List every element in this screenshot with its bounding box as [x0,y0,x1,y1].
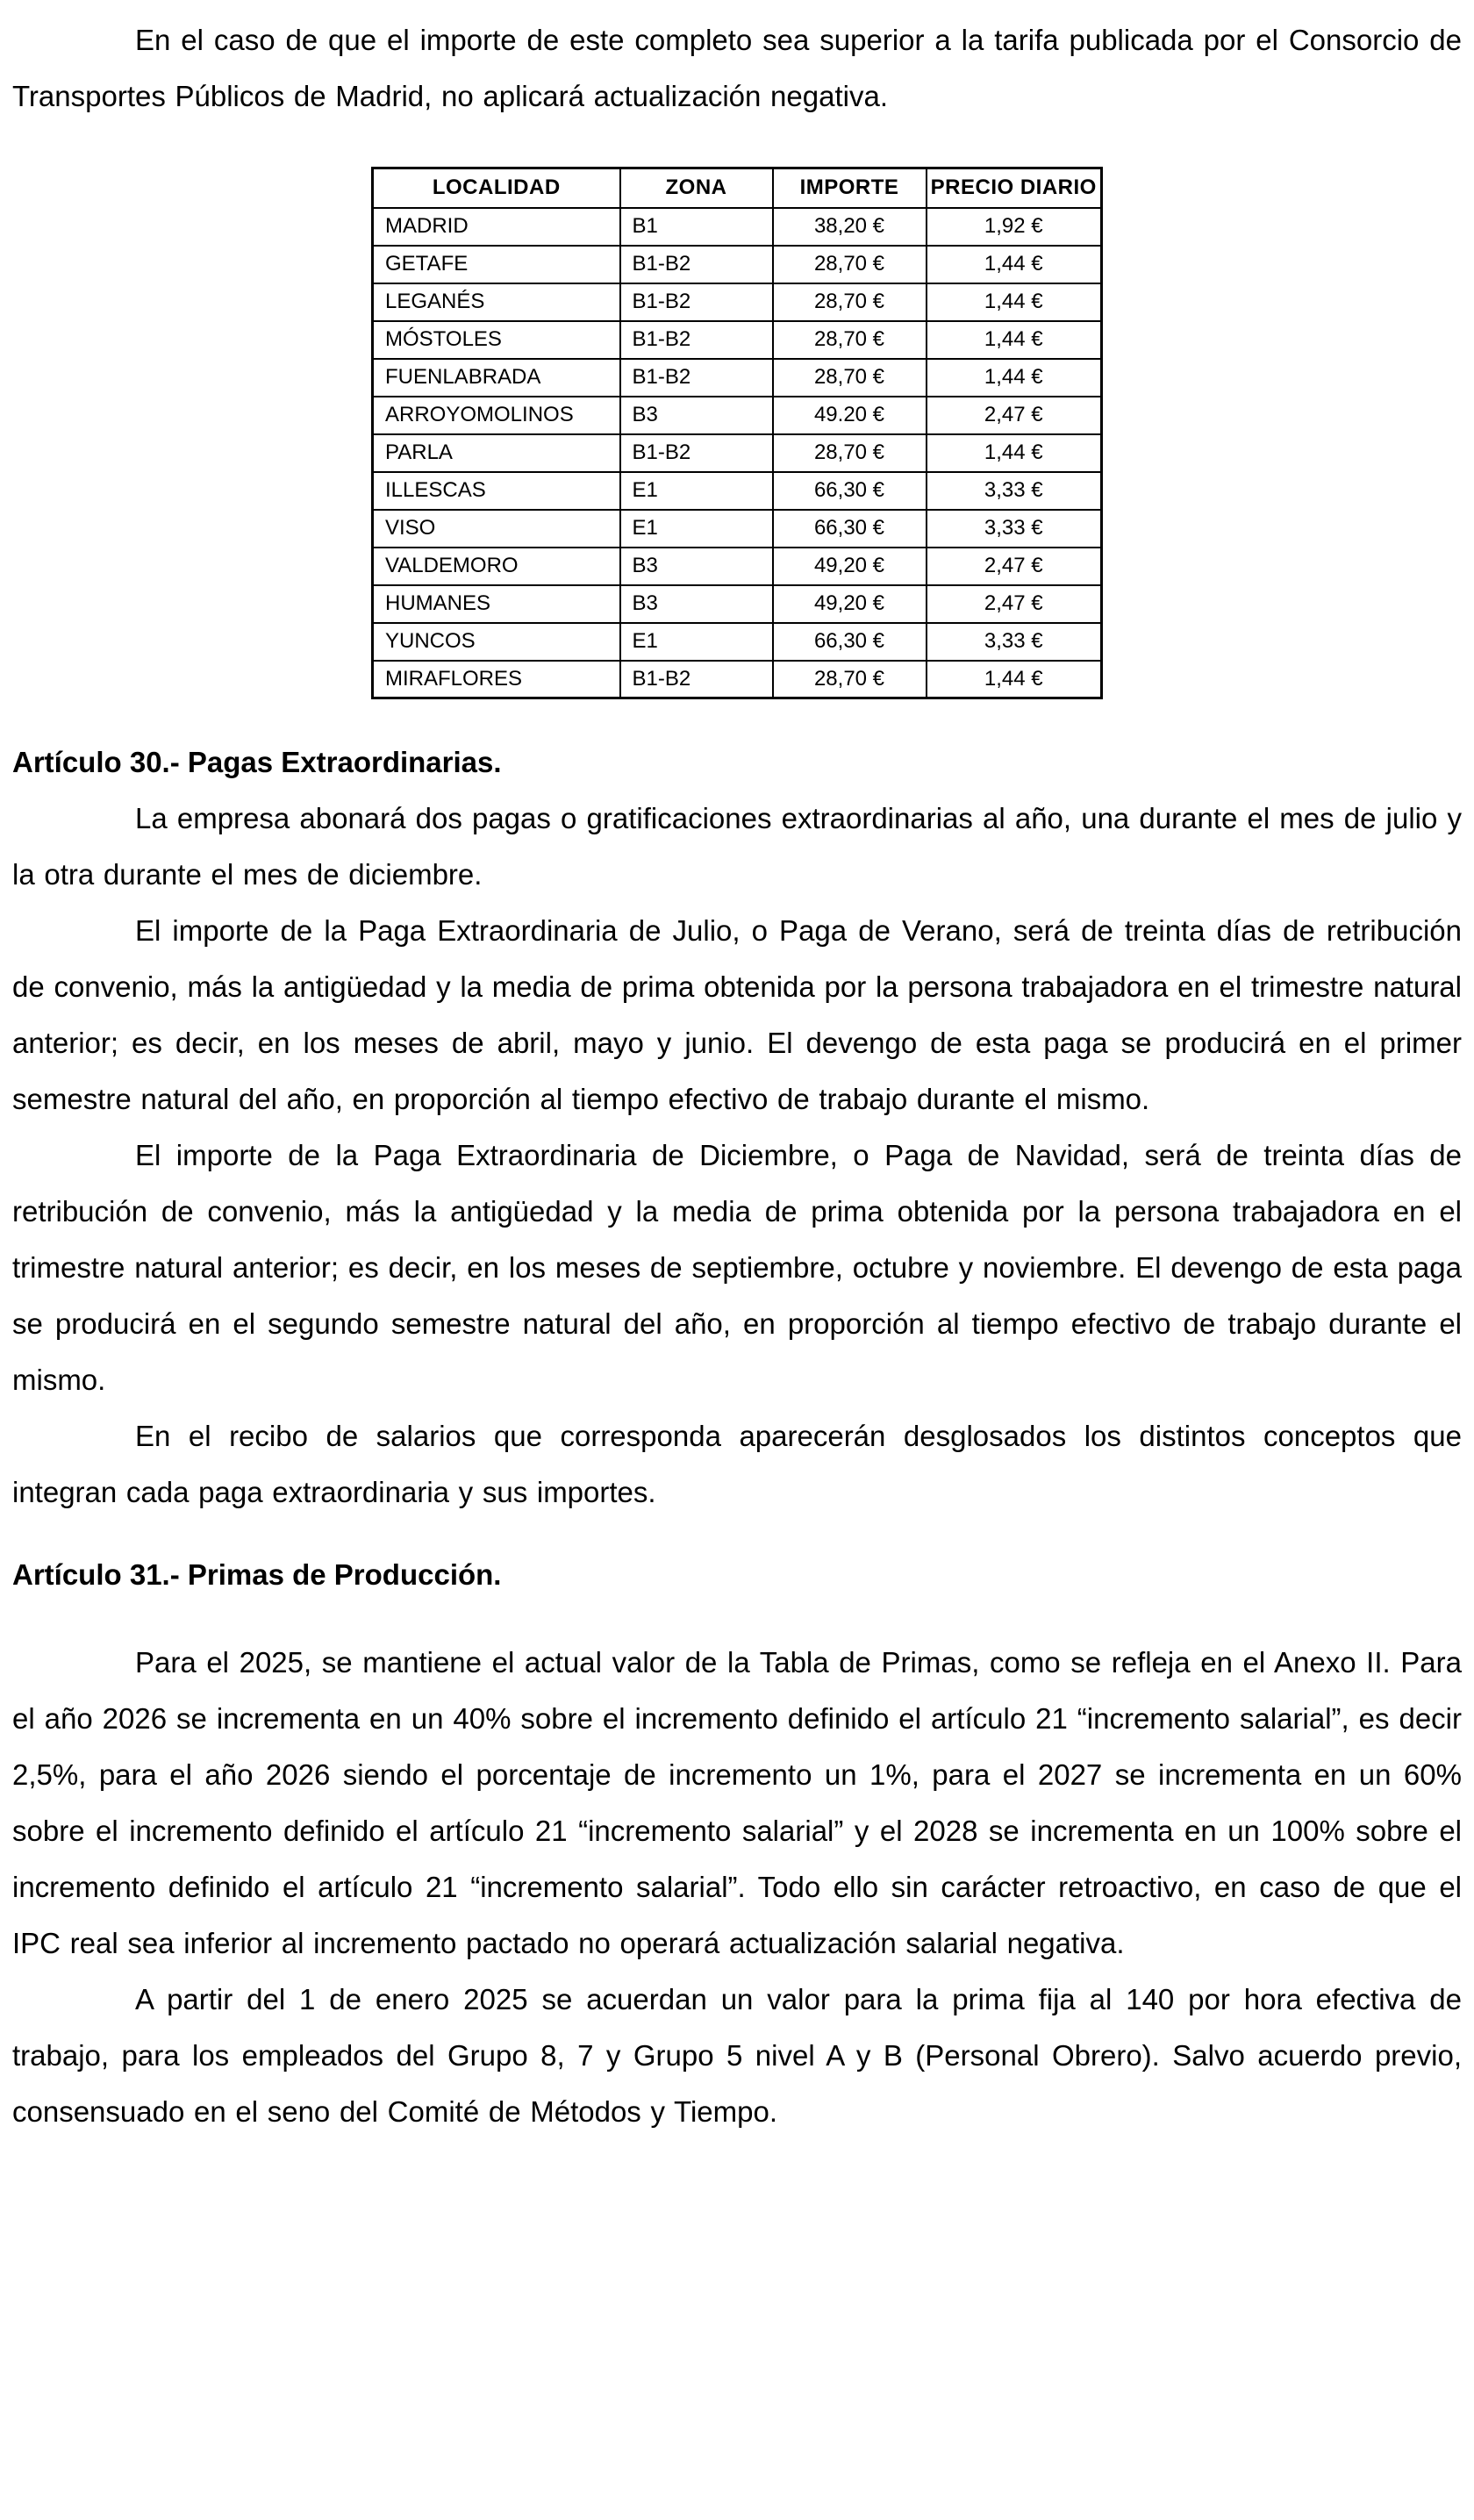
cell-importe: 28,70 € [773,359,927,397]
cell-precio-diario: 3,33 € [927,623,1102,661]
cell-localidad: VALDEMORO [373,548,620,585]
cell-importe: 49,20 € [773,585,927,623]
tariff-table-header [373,168,1102,208]
table-row [373,359,1102,397]
cell-importe: 28,70 € [773,321,927,359]
cell-localidad: ARROYOMOLINOS [373,397,620,434]
col-header-importe: IMPORTE [773,168,927,208]
cell-importe: 49,20 € [773,548,927,585]
article-30-paragraph-2: El importe de la Paga Extraordinaria de Julio, o Paga de Verano, será de treinta días de retribución de convenio, más la antigüedad y la media de prima obtenida por la persona trabajadora en el trimestre natural anterior; es decir, en los meses de abril, mayo y junio. El devengo de esta paga se producirá en el primer semestre natural del año, en proporción al tiempo efectivo de trabajo durante el mismo. [12,914,1462,1115]
table-row [373,283,1102,321]
table-row [373,321,1102,359]
cell-precio-diario: 1,44 € [927,283,1102,321]
cell-localidad: LEGANÉS [373,283,620,321]
cell-zona: B1-B2 [620,434,773,472]
table-row [373,548,1102,585]
col-header-localidad: LOCALIDAD [373,168,620,208]
cell-importe: 66,30 € [773,472,927,510]
cell-zona: B1-B2 [620,283,773,321]
table-row [373,472,1102,510]
tariff-table-body [373,208,1102,698]
col-header-zona: ZONA [620,168,773,208]
col-header-precio-diario: PRECIO DIARIO [927,168,1102,208]
cell-zona: E1 [620,510,773,548]
article-30-paragraph-1: La empresa abonará dos pagas o gratificaciones extraordinarias al año, una durante el mes de julio y la otra durante el mes de diciembre. [12,802,1462,891]
tariff-table [371,167,1103,699]
cell-importe: 28,70 € [773,661,927,698]
article-31-paragraph-2: A partir del 1 de enero 2025 se acuerdan un valor para la prima fija al 140 por hora efectiva de trabajo, para los empleados del Grupo 8, 7 y Grupo 5 nivel A y B (Personal Obrero). Salvo acuerdo previo, consensuado en el seno del Comité de Métodos y Tiempo. [12,1983,1462,2128]
cell-localidad: PARLA [373,434,620,472]
table-row [373,623,1102,661]
cell-precio-diario: 1,44 € [927,246,1102,283]
cell-zona: B1 [620,208,773,246]
table-row [373,585,1102,623]
cell-precio-diario: 2,47 € [927,548,1102,585]
cell-zona: B3 [620,548,773,585]
cell-importe: 28,70 € [773,434,927,472]
cell-precio-diario: 2,47 € [927,585,1102,623]
table-header-row [373,168,1102,208]
cell-zona: B1-B2 [620,359,773,397]
article-30-paragraph-3: El importe de la Paga Extraordinaria de Diciembre, o Paga de Navidad, será de treinta días de retribución de convenio, más la antigüedad y la media de prima obtenida por la persona trabajadora en el trimestre natural anterior; es decir, en los meses de septiembre, octubre y noviembre. El devengo de esta paga se producirá en el segundo semestre natural del año, en proporción al tiempo efectivo de trabajo durante el mismo. [12,1139,1462,1396]
cell-importe: 28,70 € [773,283,927,321]
cell-localidad: YUNCOS [373,623,620,661]
table-row [373,434,1102,472]
cell-precio-diario: 1,44 € [927,321,1102,359]
cell-precio-diario: 2,47 € [927,397,1102,434]
cell-zona: B3 [620,585,773,623]
table-row [373,510,1102,548]
cell-zona: B1-B2 [620,661,773,698]
cell-localidad: HUMANES [373,585,620,623]
table-row [373,246,1102,283]
cell-zona: E1 [620,472,773,510]
cell-zona: E1 [620,623,773,661]
cell-localidad: ILLESCAS [373,472,620,510]
cell-importe: 28,70 € [773,246,927,283]
cell-precio-diario: 3,33 € [927,472,1102,510]
cell-importe: 66,30 € [773,623,927,661]
intro-paragraph: En el caso de que el importe de este completo sea superior a la tarifa publicada por el Consorcio de Transportes Públicos de Madrid, no aplicará actualización negativa. [12,24,1462,112]
cell-localidad: VISO [373,510,620,548]
article-31-heading: Artículo 31.- Primas de Producción. [12,1558,502,1591]
table-row [373,661,1102,698]
table-row [373,208,1102,246]
cell-localidad: MIRAFLORES [373,661,620,698]
cell-zona: B1-B2 [620,246,773,283]
cell-precio-diario: 1,44 € [927,359,1102,397]
cell-precio-diario: 1,92 € [927,208,1102,246]
article-31-paragraph-1: Para el 2025, se mantiene el actual valor de la Tabla de Primas, como se refleja en el Anexo II. Para el año 2026 se incrementa en un 40% sobre el incremento definido el artículo 21 “incremento salarial”, es decir 2,5%, para el año 2026 siendo el porcentaje de incremento un 1%, para el 2027 se incrementa en un 60% sobre el incremento definido el artículo 21 “incremento salarial” y el 2028 se incrementa en un 100% sobre el incremento definido el artículo 21 “incremento salarial”. Todo ello sin carácter retroactivo, en caso de que el IPC real sea inferior al incremento pactado no operará actualización salarial negativa. [12,1646,1462,1959]
cell-localidad: MADRID [373,208,620,246]
article-30-heading: Artículo 30.- Pagas Extraordinarias. [12,746,502,778]
cell-precio-diario: 1,44 € [927,434,1102,472]
cell-precio-diario: 3,33 € [927,510,1102,548]
cell-zona: B3 [620,397,773,434]
table-row [373,397,1102,434]
cell-importe: 38,20 € [773,208,927,246]
cell-localidad: GETAFE [373,246,620,283]
article-30-paragraph-4: En el recibo de salarios que corresponda aparecerán desglosados los distintos conceptos que integran cada paga extraordinaria y sus importes. [12,1420,1462,1508]
cell-precio-diario: 1,44 € [927,661,1102,698]
cell-zona: B1-B2 [620,321,773,359]
cell-importe: 49.20 € [773,397,927,434]
cell-localidad: FUENLABRADA [373,359,620,397]
cell-localidad: MÓSTOLES [373,321,620,359]
cell-importe: 66,30 € [773,510,927,548]
